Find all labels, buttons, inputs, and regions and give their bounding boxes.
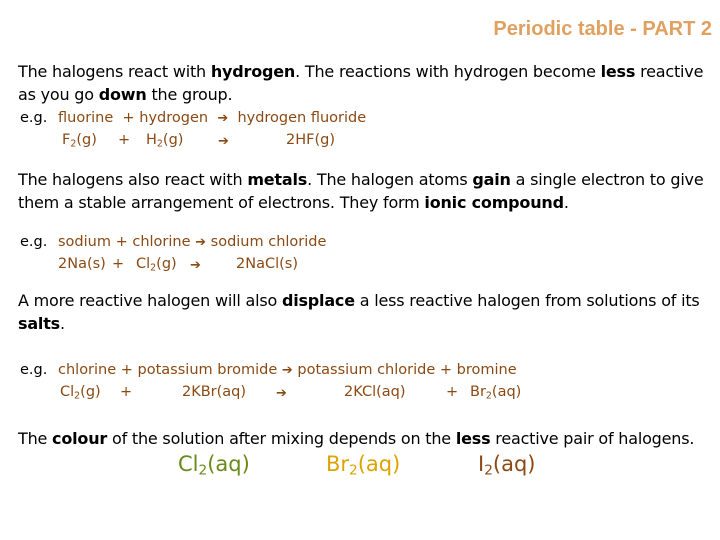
arrow-icon: ➔ (195, 235, 207, 250)
arrow-icon: ➔ (276, 386, 287, 401)
arrow-icon: ➔ (190, 258, 201, 273)
plus-sign: + (112, 256, 125, 272)
eg2-product: 2NaCl(s) (236, 256, 298, 272)
arrow-icon: ➔ (281, 363, 293, 378)
chlorine-solution-label: $Cl_2(aq)$ (178, 452, 250, 479)
plus-sign: + (120, 384, 133, 400)
eg2-words: sodium + chlorine ➔ sodium chloride (58, 234, 327, 250)
arrow-icon: ➔ (217, 111, 229, 126)
arrow-icon: ➔ (218, 134, 229, 149)
eg1-formula: $F_2(g)$ (62, 132, 97, 150)
eg1-product: 2HF(g) (286, 132, 335, 148)
eg3-words: chlorine + potassium bromide ➔ potassium chloride + bromine (58, 362, 517, 378)
eg-label: e.g. (20, 362, 48, 378)
eg-label: e.g. (20, 234, 48, 250)
eg1-words: fluorine + hydrogen ➔ hydrogen fluoride (58, 110, 367, 126)
eg3-reactant-a: $Cl_2(g)$ (60, 384, 101, 402)
eg-label: e.g. (20, 110, 48, 126)
iodine-solution-label: $I_2(aq)$ (478, 452, 536, 479)
bromine-solution-label: $Br_2(aq)$ (326, 452, 401, 479)
paragraph-hydrogen: The halogens react with hydrogen. The reactions with hydrogen become less reactive as you go down the group. (18, 62, 704, 104)
eg1-formula-b: $H_2(g)$ (146, 132, 184, 150)
eg3-product-a: 2KCl(aq) (344, 384, 406, 400)
paragraph-metals: The halogens also react with metals. The halogen atoms gain a single electron to give them a stable arrangement of electrons. They form ionic compound. (18, 170, 704, 212)
eg3-product-b: $Br_2(aq)$ (470, 384, 522, 402)
eg2-reactant-a: 2Na(s) (58, 256, 106, 272)
paragraph-displace: A more reactive halogen will also displace a less reactive halogen from solutions of its salts. (18, 291, 700, 333)
paragraph-colour: The colour of the solution after mixing depends on the less reactive pair of halogens. (18, 429, 695, 448)
page-title: Periodic table - PART 2 (493, 18, 712, 40)
eg2-reactant-b: $Cl_2(g)$ (136, 256, 177, 274)
plus-sign: + (446, 384, 459, 400)
eg3-reactant-b: 2KBr(aq) (182, 384, 247, 400)
plus-sign: + (118, 132, 131, 148)
